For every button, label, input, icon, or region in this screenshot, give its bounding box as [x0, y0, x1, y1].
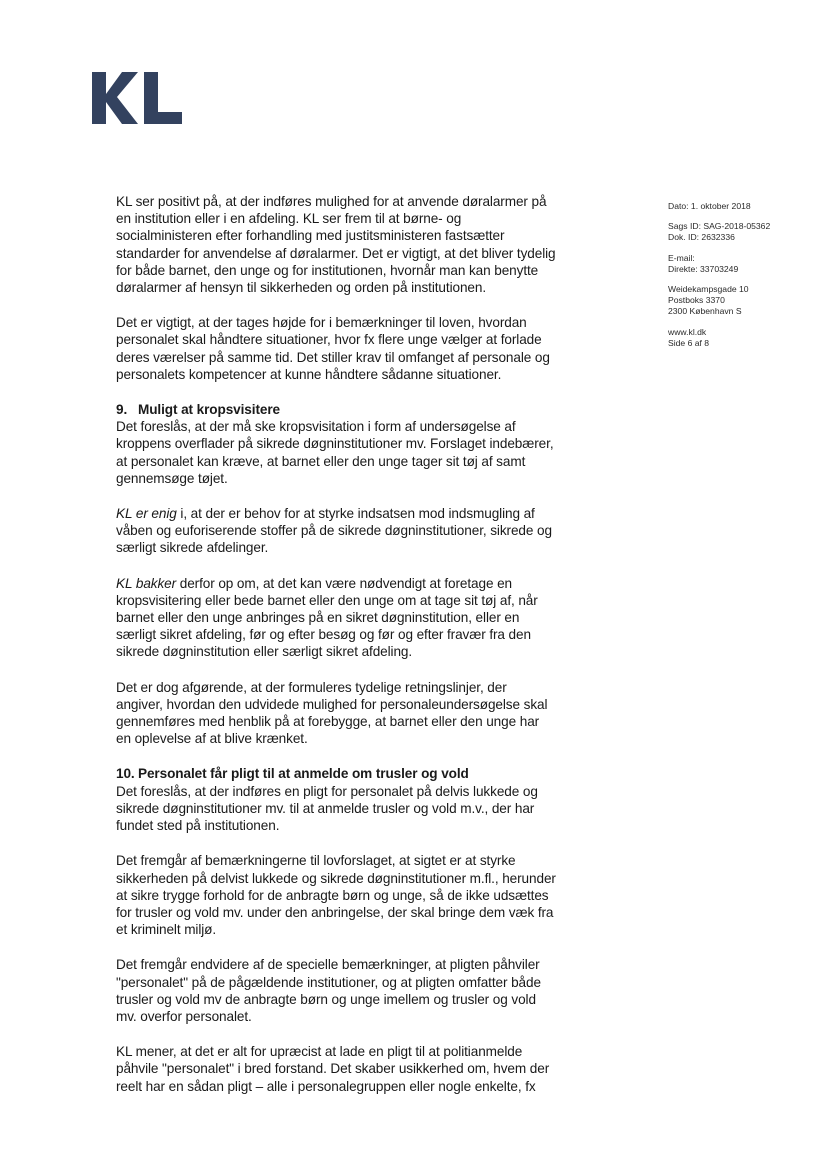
kl-logo [88, 66, 188, 130]
paragraph-special-remarks: Det fremgår endvidere af de specielle bemærkninger, at pligten påhviler "personalet" på de pågældende institutioner, og at pligten omfatter både trusler og vold mv de anbragte børn og unge imellem og trusler og vold mv. overfor personalet. [116, 957, 541, 1024]
paragraph-kl-supports [116, 575, 556, 661]
paragraph-kl-agrees [116, 505, 556, 557]
section-title: Muligt at kropsvisitere [138, 402, 280, 418]
email-label: E-mail: [668, 252, 695, 263]
direct-phone: Direkte: 33703249 [668, 263, 739, 274]
address-box: Postboks 3370 [668, 295, 725, 306]
section-number: 9. [116, 402, 128, 418]
page-number: Side 6 af 8 [668, 337, 710, 348]
paragraph-purpose: Det fremgår af bemærkningerne til lovforslaget, at sigtet er at styrke sikkerheden på delvist lukkede og sikrede døgninstitutioner m.fl., herunder at sikre trygge forhold for de anbragte børn og unge, så de ikke udsættes for trusler og vold mv. under den anbringelse, der skal bringe dem væk fra et kriminelt miljø. [116, 853, 556, 938]
document-id: Dok. ID: 2632336 [668, 232, 735, 243]
emphasis-lead: KL er enig [116, 506, 177, 522]
paragraph-kl-opinion: KL mener, at det er alt for upræcist at lade en pligt til at politianmelde påhvile "personalet" i bred forstand. Det skaber usikkerhed om, hvem der reelt har en sådan pligt – alle i personalegruppen eller nogle enkelte, fx [116, 1044, 550, 1094]
address-city: 2300 København S [668, 306, 742, 317]
paragraph-text: i, at der er behov for at styrke indsatsen mod indsmugling af våben og euforiserende stoffer på de sikrede døgninstitutioner, sikrede og særligt sikrede afdelinger. [116, 506, 552, 556]
address-street: Weidekampsgade 10 [668, 284, 749, 295]
section-title: Personalet får pligt til at anmelde om trusler og vold [138, 766, 469, 782]
section-number: 10. [116, 766, 135, 782]
case-id: Sags ID: SAG-2018-05362 [668, 221, 771, 232]
section-heading-10 [116, 765, 556, 782]
letter-body [116, 193, 556, 1113]
paragraph-text: derfor op om, at det kan være nødvendigt at foretage en kropsvisitering eller bede barnet eller den unge om at tage sit tøj af, når barnet eller den unge anbringes på en sikret døgninstitution, eller en særligt sikret afdeling, før og efter besøg og før og efter fravær fra den sikrede døgninstitution eller særligt sikret afdeling. [116, 575, 538, 660]
paragraph-body-search-proposal: Det foreslås, at der må ske kropsvisitation i form af undersøgelse af kroppens overflader på sikrede døgninstitutioner mv. Forslaget indebærer, at personalet kan kræve, at barnet eller den unge tager sit tøj af samt gennemsøge tøjet. [116, 419, 554, 486]
kl-logo-mark [88, 66, 188, 130]
letter-metadata [668, 201, 818, 358]
paragraph-door-alarms: KL ser positivt på, at der indføres mulighed for at anvende døralarmer på en institution eller i en afdeling. KL ser frem til at børne- og socialministeren efter forhandling med justitsministeren fastsætter standarder for anvendelse af døralarmer. Det er vigtigt, at det bliver tydelig for både barnet, den unge og for institutionen, hvornår man kan benytte døralarmer af hensyn til sikkerheden og orden på institutionen. [116, 194, 556, 296]
website-link[interactable]: www.kl.dk [668, 326, 707, 337]
emphasis-lead: KL bakker [116, 575, 177, 591]
section-heading-9 [116, 401, 556, 418]
paragraph-staff-handling: Det er vigtigt, at der tages højde for i bemærkninger til loven, hvordan personalet skal håndtere situationer, hvor fx flere unge vælger at forlade deres værelser på samme tid. Det stiller krav til omfanget af personale og personalets kompetencer at kunne håndtere sådanne situationer. [116, 315, 550, 382]
date-line: Dato: 1. oktober 2018 [668, 201, 751, 211]
paragraph-guidelines: Det er dog afgørende, at der formuleres tydelige retningslinjer, der angiver, hvordan den udvidede mulighed for personaleundersøgelse skal gennemføres med henblik på at forebygge, at barnet eller den unge har en oplevelse af at blive krænket. [116, 679, 548, 747]
paragraph-reporting-duty: Det foreslås, at der indføres en pligt for personalet på delvis lukkede og sikrede døgninstitutioner mv. til at anmelde trusler og vold m.v., der har fundet sted på institutionen. [116, 783, 538, 834]
